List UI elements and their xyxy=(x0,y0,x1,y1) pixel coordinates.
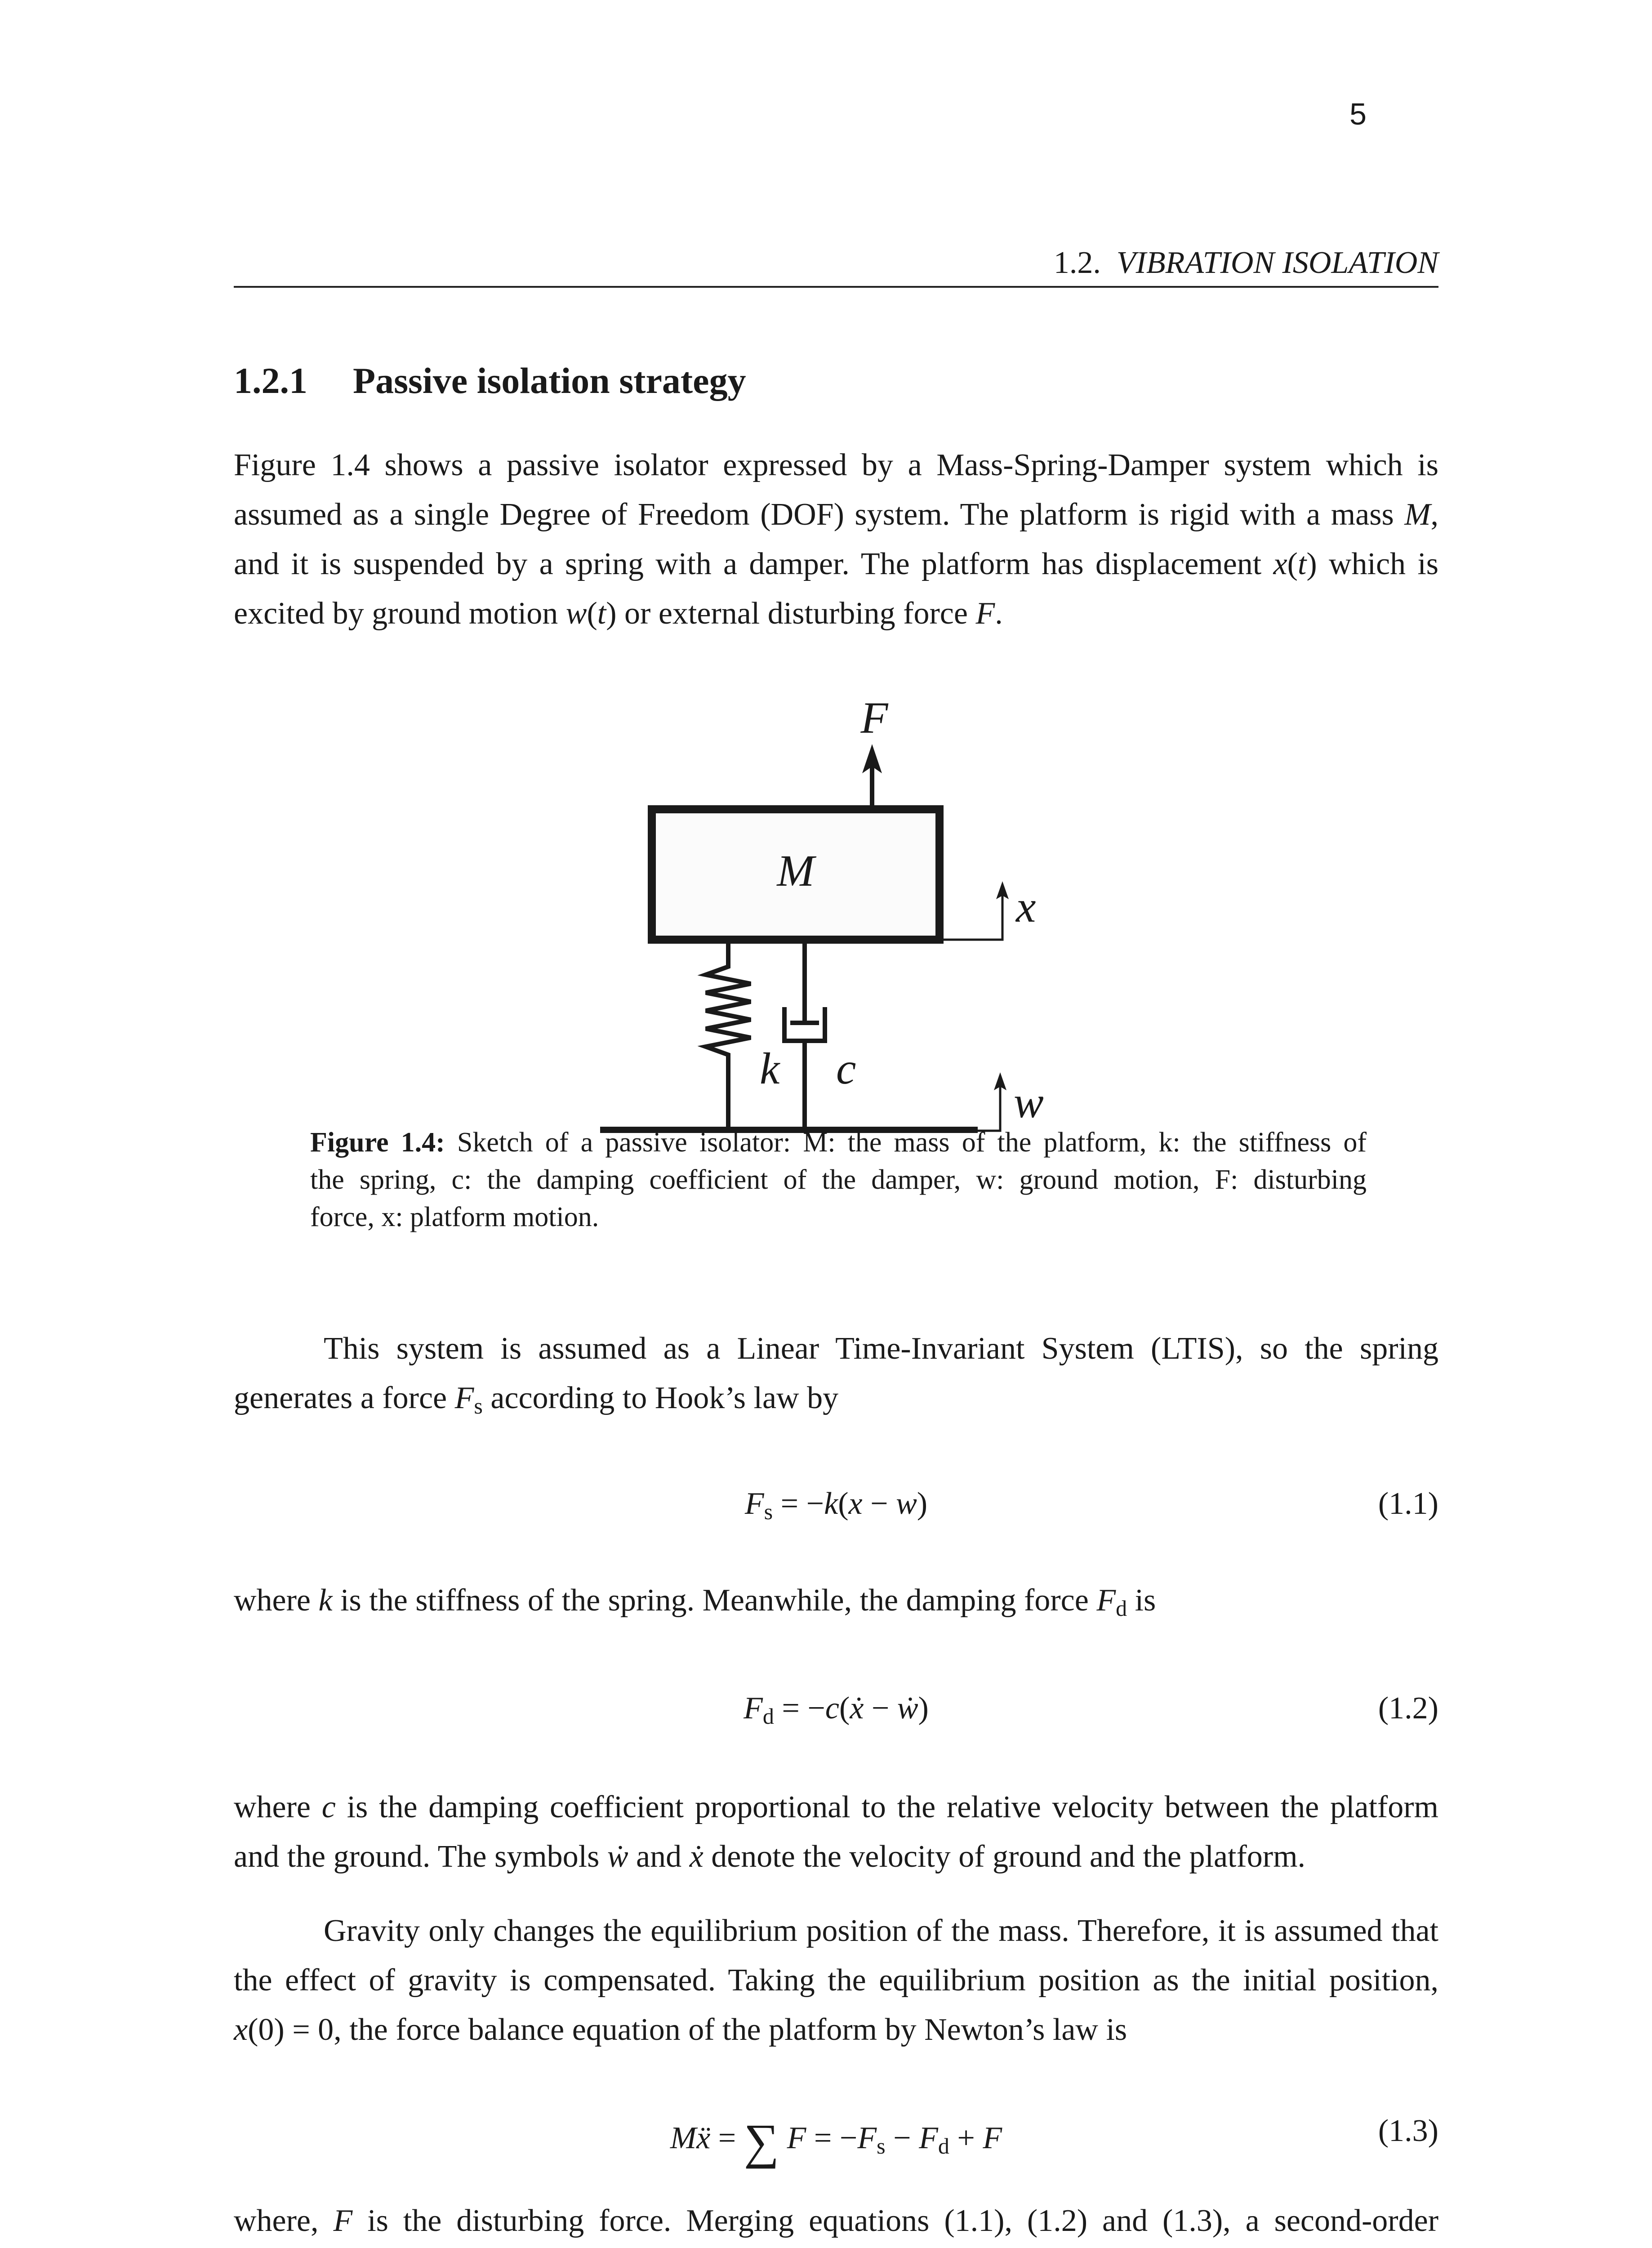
equation-1-1 xyxy=(234,1486,1438,1535)
paragraph-2-line-2: generates a force $F_s$ according to Hook’s law by xyxy=(234,1381,839,1418)
paragraph-3-line-1: where k is the stiffness of the spring. Meanwhile, the damping force $F_d$ is xyxy=(234,1583,1156,1621)
paragraph-6 xyxy=(234,2196,1438,2248)
section-number: 1.2.1 xyxy=(234,360,307,401)
paragraph-5-line-2: the effect of gravity is compensated. Taking the equilibrium position as the initial position, xyxy=(234,1963,1438,1998)
header-rule xyxy=(234,286,1438,288)
page-number: 5 xyxy=(1349,97,1367,131)
equation-1-3 xyxy=(234,2113,1438,2169)
paragraph-5 xyxy=(234,1906,1438,2055)
label-spring: k xyxy=(760,1044,780,1093)
paragraph-4-line-2: and the ground. The symbols ẇ and ẋ denote the velocity of ground and the platform. xyxy=(234,1839,1306,1874)
equation-1-2-body: $F_d$ = −c(ẋ − ẇ) xyxy=(744,1691,929,1729)
paragraph-6-line-2 xyxy=(234,2246,1438,2248)
equation-1-1-body: $F_s = -k(x - w)$ xyxy=(744,1486,928,1524)
figure-caption xyxy=(310,1124,1367,1236)
mass-spring-damper-figure xyxy=(580,683,1119,1133)
paragraph-1-line-4: excited by ground motion w(t) or external disturbing force F. xyxy=(234,596,1003,631)
paragraph-3 xyxy=(234,1576,1438,1625)
caption-line-2: the spring, c: the damping coefficient of the damper, w: ground motion, F: disturbing xyxy=(310,1164,1367,1195)
spring xyxy=(706,940,751,1131)
paragraph-2 xyxy=(234,1324,1438,1423)
paragraph-2-line-1: This system is assumed as a Linear Time-Invariant System (LTIS), so the spring xyxy=(324,1331,1438,1366)
label-force: F xyxy=(860,693,888,743)
paragraph-1 xyxy=(234,441,1438,638)
running-header-number: 1.2. xyxy=(1053,245,1101,280)
paragraph-4 xyxy=(234,1783,1438,1882)
paragraph-6-line-1: where, F is the disturbing force. Merging equations (1.1), (1.2) and (1.3), a second-order xyxy=(234,2203,1438,2238)
paragraph-1-line-3: and it is suspended by a spring with a damper. The platform has displacement x(t) which is xyxy=(234,547,1439,581)
section-title: Passive isolation strategy xyxy=(353,360,746,401)
paragraph-4-line-1: where c is the damping coefficient proportional to the relative velocity between the platform xyxy=(234,1790,1438,1824)
paragraph-5-line-3: x(0) = 0, the force balance equation of the platform by Newton’s law is xyxy=(234,2012,1127,2047)
caption-line-1: Figure 1.4: Sketch of a passive isolator: M: the mass of the platform, k: the stiffness of xyxy=(310,1127,1367,1158)
displacement-indicator xyxy=(940,895,1002,940)
caption-label: Figure 1.4: xyxy=(310,1127,445,1158)
label-damper: c xyxy=(836,1044,856,1093)
equation-1-3-body: Mẍ = ∑ $F = -F_s - F_d + F$ xyxy=(670,2114,1002,2169)
equation-1-3-tag: (1.3) xyxy=(1378,2114,1438,2148)
caption-line-3: force, x: platform motion. xyxy=(310,1202,599,1232)
label-mass: M xyxy=(777,846,815,896)
equation-1-1-tag: (1.1) xyxy=(1378,1486,1438,1521)
paragraph-1-line-2: assumed as a single Degree of Freedom (DOF) system. The platform is rigid with a mass M, xyxy=(234,497,1438,532)
equation-1-2-tag: (1.2) xyxy=(1378,1691,1438,1726)
label-ground: w xyxy=(1014,1077,1044,1127)
running-header xyxy=(234,245,1438,281)
section-heading xyxy=(234,360,746,402)
running-header-title: VIBRATION ISOLATION xyxy=(1116,245,1438,280)
equation-1-2 xyxy=(234,1690,1438,1740)
paragraph-5-line-1: Gravity only changes the equilibrium position of the mass. Therefore, it is assumed that xyxy=(324,1913,1438,1948)
label-displacement: x xyxy=(1016,882,1036,932)
paragraph-1-line-1: Figure 1.4 shows a passive isolator expressed by a Mass-Spring-Damper system which is xyxy=(234,448,1438,482)
